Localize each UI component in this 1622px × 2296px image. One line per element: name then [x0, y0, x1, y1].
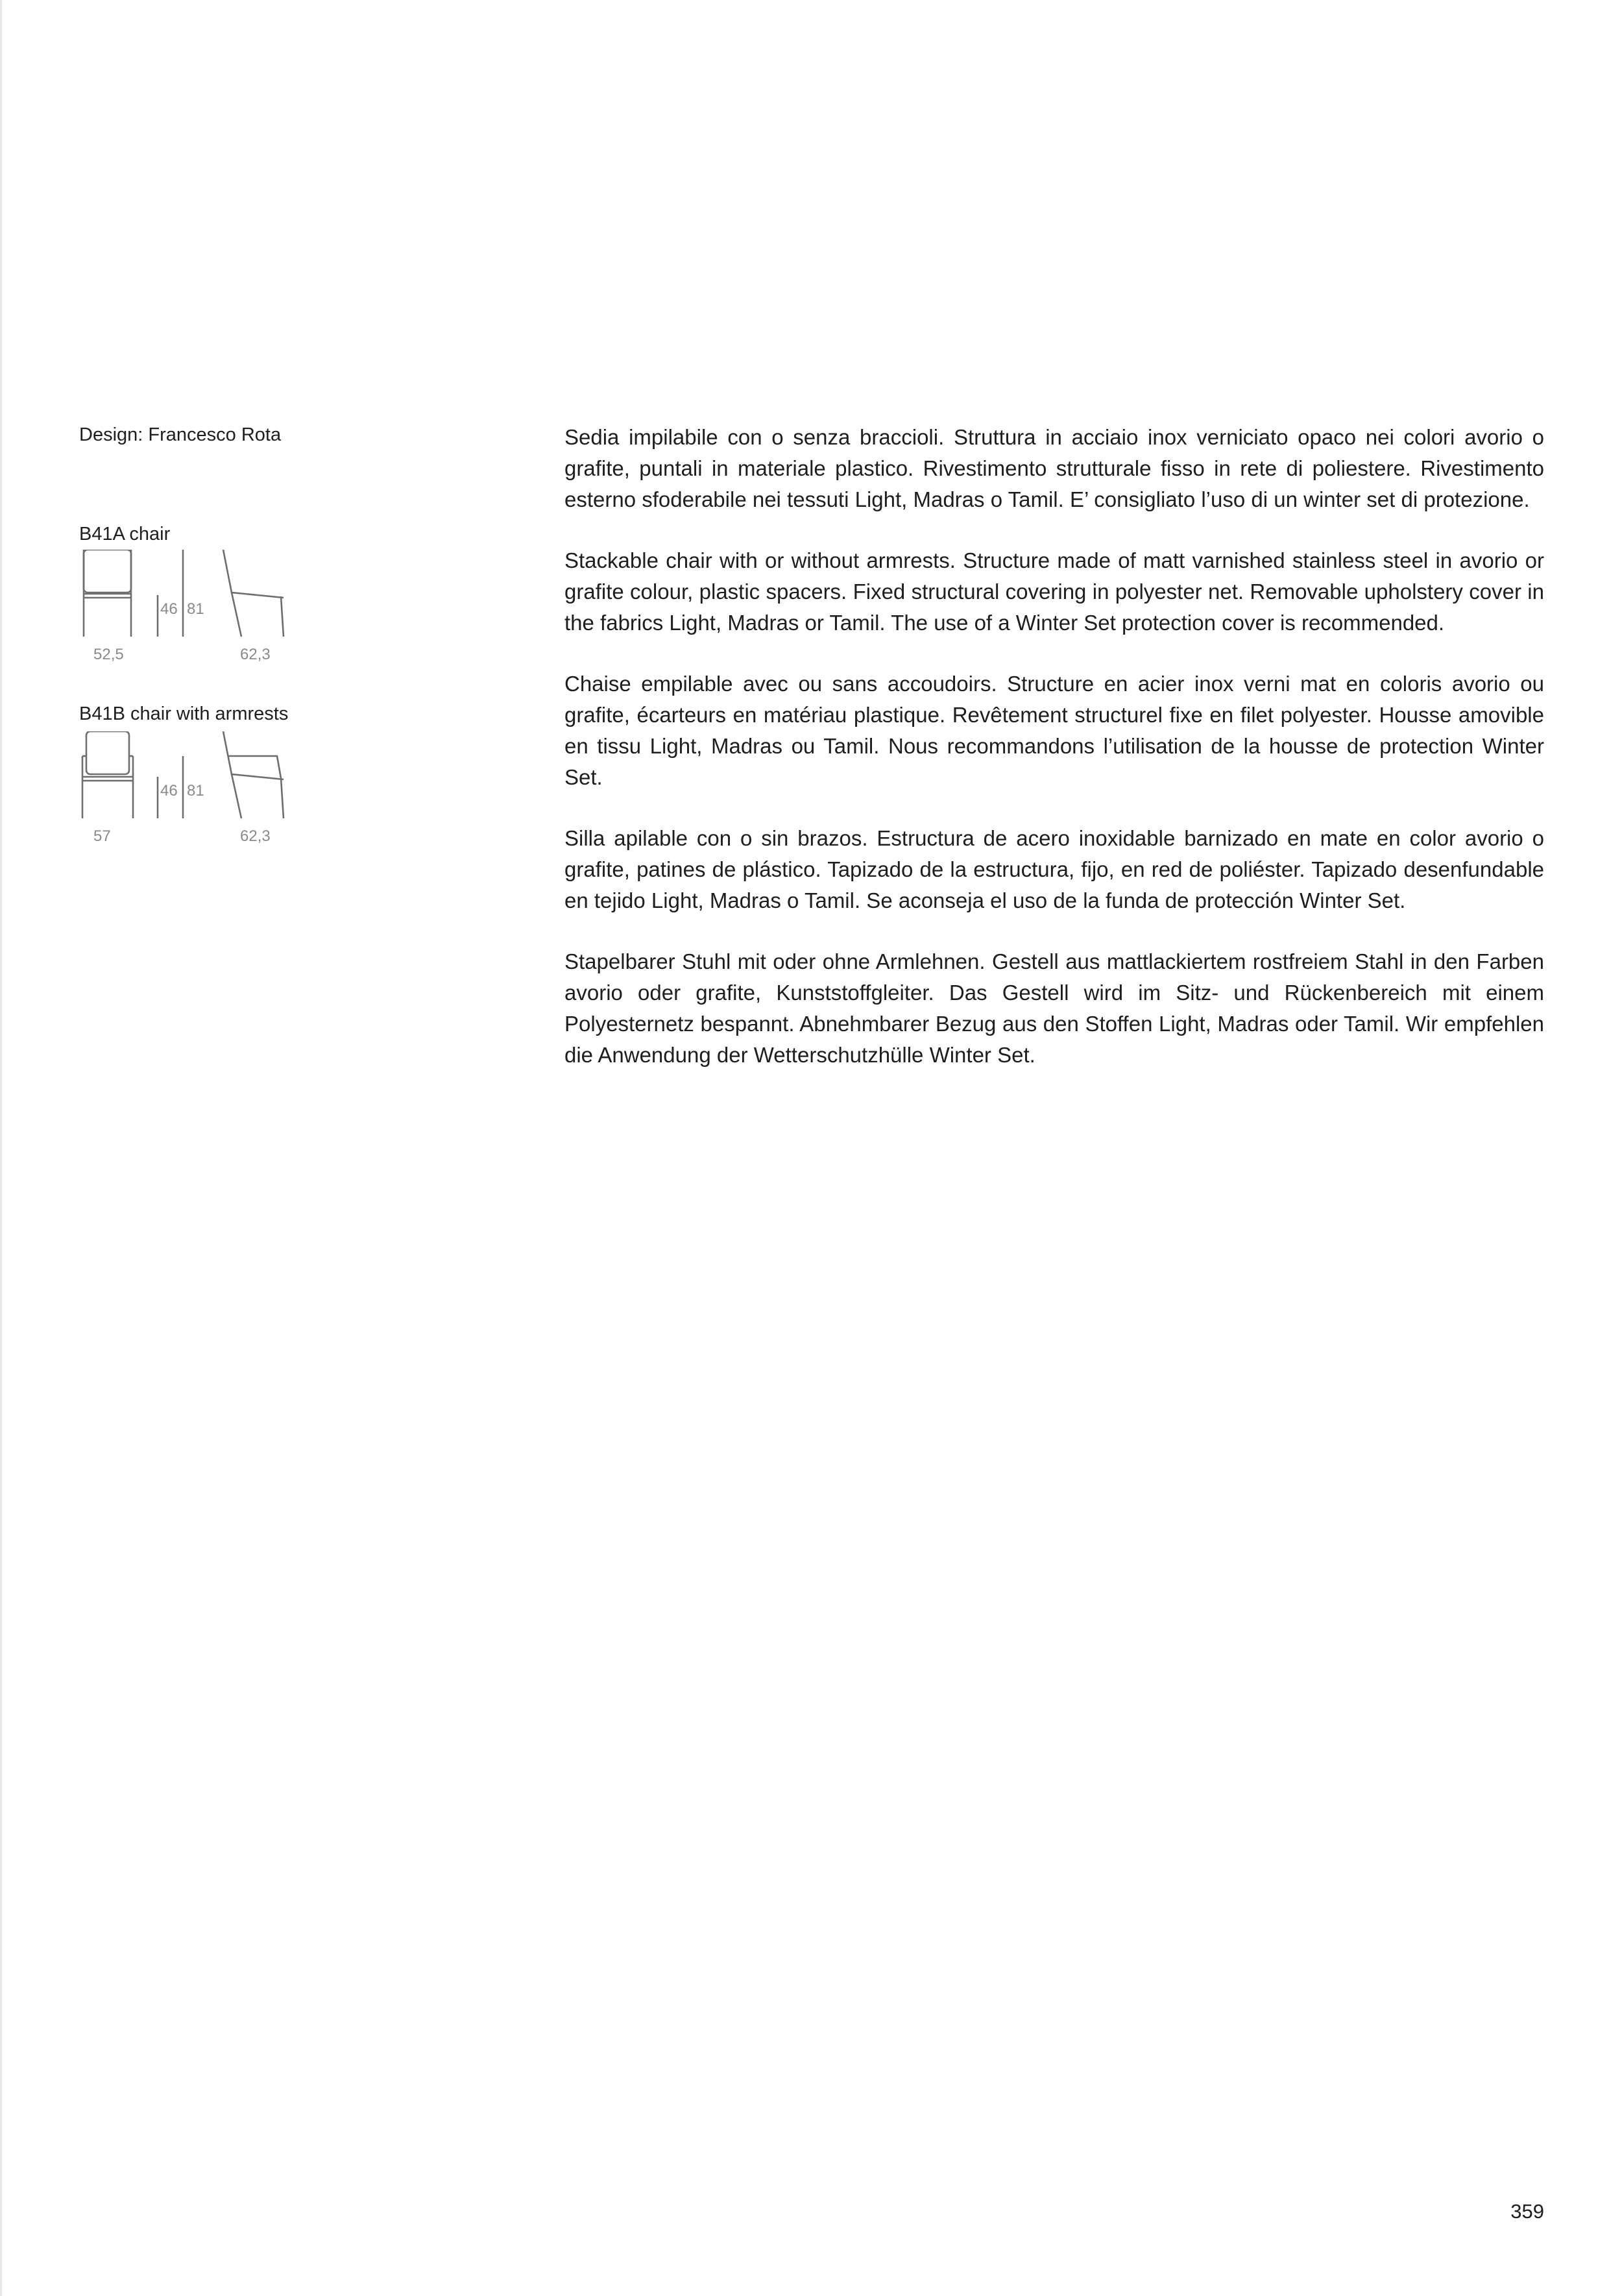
description-italian: Sedia impilabile con o senza braccioli. Struttura in acciaio inox verniciato opaco nei colori avorio o grafite, puntali in materiale plastico. Rivestimento strutturale fisso in rete di poliestere. Rivestimento esterno sfoderabile nei tessuti Light, Madras o Tamil. E’ consigliato l’uso di un winter set di protezione.	[564, 425, 1544, 511]
seat-height-dimension: 46	[160, 782, 178, 800]
page-number: 359	[1510, 2200, 1544, 2223]
description-french: Chaise empilable avec ou sans accoudoirs. Structure en acier inox verni mat en coloris avorio ou grafite, écarteurs en matériau plastique. Revêtement structurel fixe en filet polyester. Housse amovible en tissu Light, Madras ou Tamil. Nous recommandons l’utilisation de la housse de protection Winter Set.	[564, 672, 1544, 789]
description-column	[564, 422, 1544, 1101]
description-german: Stapelbarer Stuhl mit oder ohne Armlehnen. Gestell aus mattlackiertem rostfreiem Stahl in den Farben avorio oder grafite, Kunststoffgleiter. Das Gestell wird im Sitz- und Rückenbereich mit einem Polyesternetz bespannt. Abnehmbarer Bezug aus den Stoffen Light, Madras oder Tamil. Wir empfehlen die Anwendung der Wetterschutzhülle Winter Set.	[564, 949, 1544, 1067]
total-height-dimension: 81	[187, 782, 204, 800]
total-height-dimension: 81	[187, 600, 204, 618]
description-english: Stackable chair with or without armrests. Structure made of matt varnished stainless steel in avorio or grafite colour, plastic spacers. Fixed structural covering in polyester net. Removable upholstery cover in the fabrics Light, Madras or Tamil. The use of a Winter Set protection cover is recommended.	[564, 548, 1544, 635]
model-b-name: B41B chair with armrests	[79, 703, 289, 724]
model-a-drawing	[79, 550, 326, 670]
chair-a-dimension-lines	[158, 550, 183, 637]
width-dimension: 57	[93, 827, 111, 845]
page-edge	[0, 0, 2, 2296]
seat-height-dimension: 46	[160, 600, 178, 618]
chair-a-side-view	[223, 550, 284, 637]
chair-a-front-view	[84, 550, 131, 637]
depth-dimension: 62,3	[240, 827, 271, 845]
model-b-drawing	[79, 731, 326, 851]
width-dimension: 52,5	[93, 646, 124, 663]
description-spanish: Silla apilable con o sin brazos. Estructura de acero inoxidable barnizado en mate en color avorio o grafite, patines de plástico. Tapizado de la estructura, fijo, en red de poliéster. Tapizado desenfundable en tejido Light, Madras o Tamil. Se aconseja el uso de la funda de protección Winter Set.	[564, 826, 1544, 912]
designer-credit: Design: Francesco Rota	[79, 424, 282, 445]
chair-b-front-view	[82, 731, 133, 818]
model-a-name: B41A chair	[79, 524, 171, 544]
chair-b-side-view	[223, 731, 284, 818]
depth-dimension: 62,3	[240, 646, 271, 663]
